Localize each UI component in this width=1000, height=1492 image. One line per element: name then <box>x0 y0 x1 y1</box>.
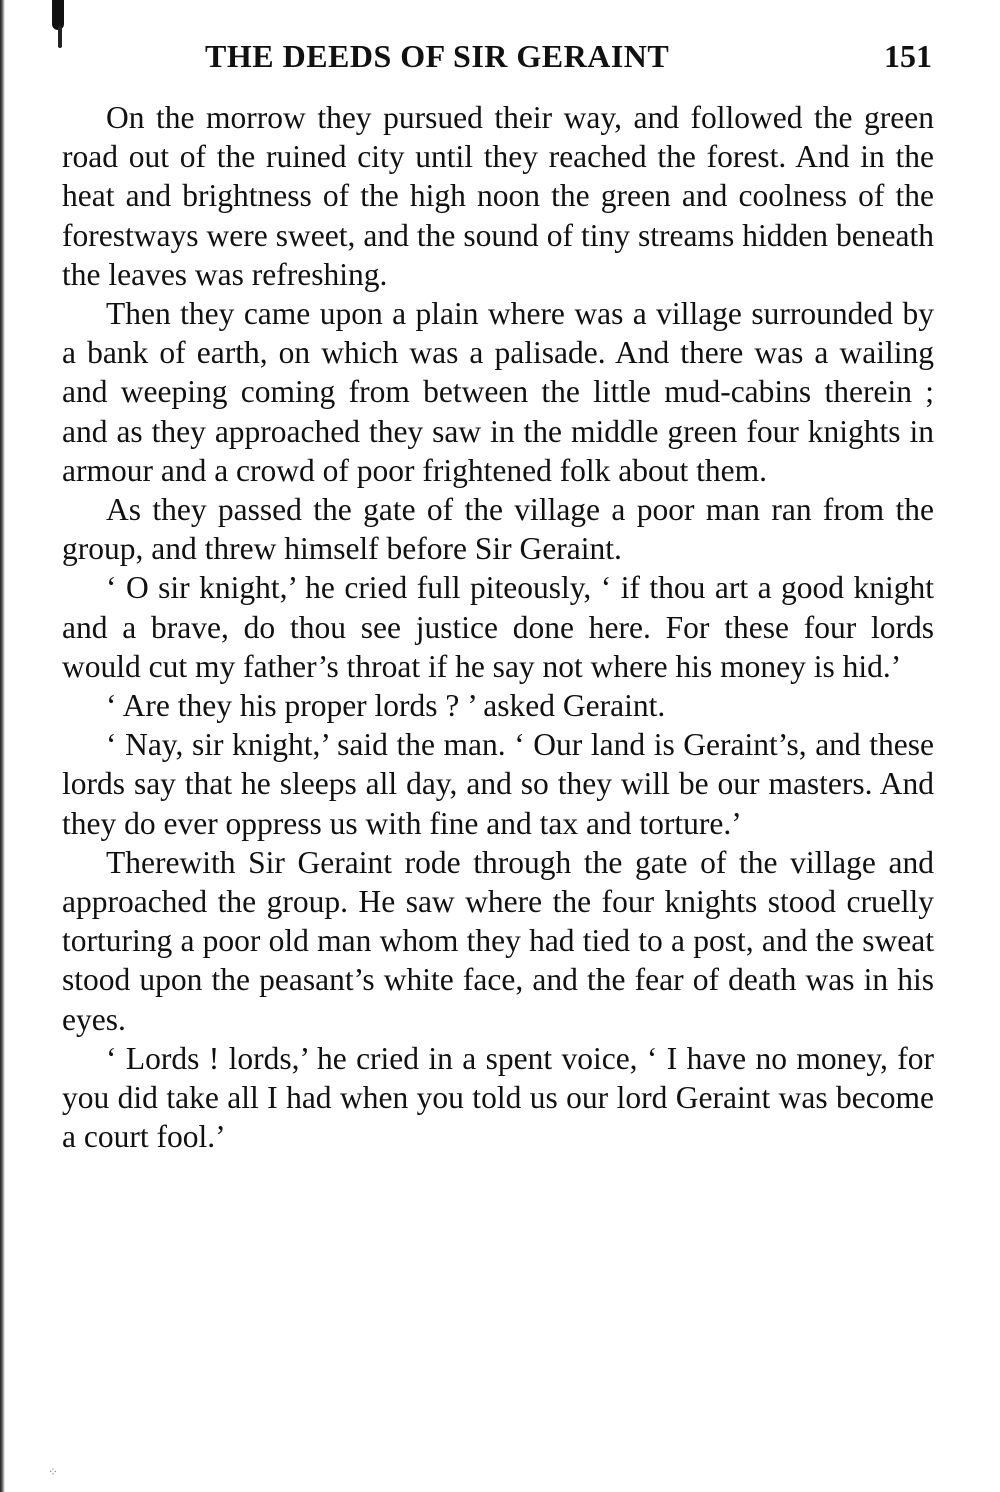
page-header <box>62 38 932 78</box>
page-number: 151 <box>884 38 932 74</box>
binding-edge <box>0 0 5 1492</box>
paragraph: As they passed the gate of the village a poor man ran from the group, and threw himself before Sir Geraint. <box>62 492 934 567</box>
running-title: THE DEEDS OF SIR GERAINT <box>205 38 670 74</box>
paragraph: On the morrow they pursued their way, and followed the green road out of the ruined city until they reached the forest. And in the heat and brightness of the high noon the green and coolness of the forestways were sweet, and the sound of tiny streams hidden beneath the leaves was refreshing. <box>62 100 934 292</box>
paragraph: Therewith Sir Geraint rode through the gate of the village and approached the group. He saw where the four knights stood cruelly torturing a poor old man whom they had tied to a post, and the sweat stood upon the peasant’s white face, and the fear of death was in his eyes. <box>62 844 934 1037</box>
print-speck: ⁘ <box>48 1465 59 1479</box>
paragraph: Then they came upon a plain where was a village surrounded by a bank of earth, on which was a palisade. And there was a wailing and weeping coming from between the little mud-cabins therein ; and as they approached they saw in the middle green four knights in armour and a crowd of poor frightened folk about them. <box>62 296 934 488</box>
paragraph: ‘ O sir knight,’ he cried full piteously, ‘ if thou art a good knight and a brave, do thou see justice done here. For these four lords would cut my father’s throat if he say not where his money is hid.’ <box>62 570 934 684</box>
body-text <box>62 98 934 1156</box>
paragraph: ‘ Lords ! lords,’ he cried in a spent voice, ‘ I have no money, for you did take all I had when you told us our lord Geraint was become a court fool.’ <box>62 1040 934 1155</box>
paragraph: ‘ Nay, sir knight,’ said the man. ‘ Our land is Geraint’s, and these lords say that he sleeps all day, and so they will be our masters. And they do ever oppress us with fine and tax and torture.’ <box>62 727 934 841</box>
paragraph: ‘ Are they his proper lords ? ’ asked Geraint. <box>106 688 666 724</box>
